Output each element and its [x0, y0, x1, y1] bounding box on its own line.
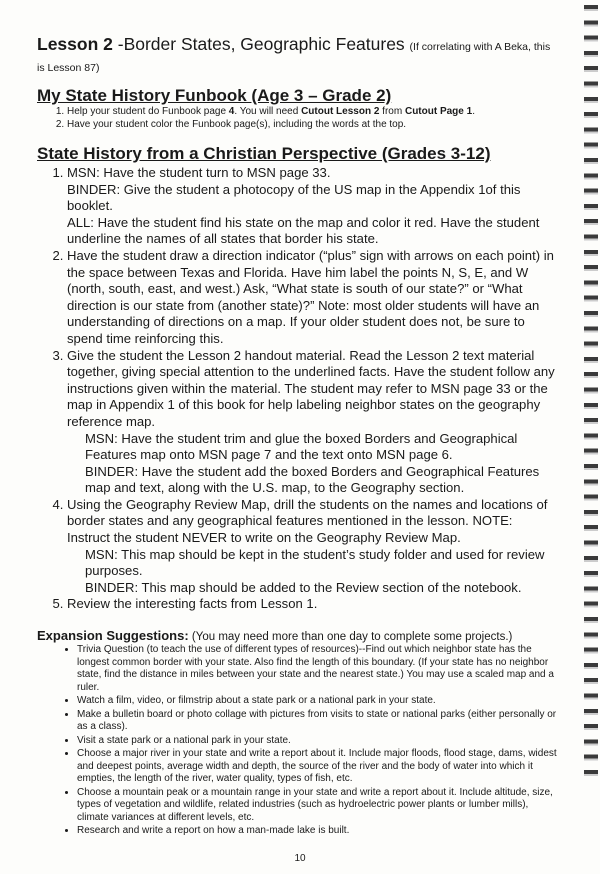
lesson-number: Lesson 2: [37, 34, 113, 54]
christian-heading: State History from a Christian Perspective (Grades 3-12): [37, 144, 491, 163]
list-item: • Watch a film, video, or filmstrip about a state park or a national park in your state.: [77, 695, 557, 708]
lesson-title: [37, 34, 557, 76]
list-item: [67, 348, 557, 497]
funbook-heading: My State History Funbook (Age 3 – Grade 2): [37, 86, 392, 105]
paragraph: BINDER: Have the student add the boxed Borders and Geographical Features map and text, along with the U.S. map, to the Geography section.: [85, 463, 540, 496]
paragraph: MSN: This map should be kept in the student’s study folder and used for review purposes.: [85, 546, 545, 579]
list-item: • Trivia Question (to teach the use of different types of resources)--Find out which neighbor state has the longest common border with your state. Also find the length of this boundary. (If your state has no neighbor state, find the distance in miles between your state and the nearest state.) You may use a scaled map and a ruler.: [77, 644, 557, 694]
paragraph: 2. Have the student draw a direction indicator (“plus” sign with arrows on each point) in the space between Texas and Florida. Have him label the points N, S, E, and W (north, south, east, and west.) Ask, “What state is south of our state?” or “What direction is our state from (another state)?” Note: most older students will have an understanding of directions on a map. If your older student does not, be sure to spend time reinforcing this.: [67, 247, 554, 346]
list-item: • Choose a major river in your state and write a report about it. Include major floods, flood stage, dams, widest and deepest points, average width and depth, the source of the river and the body of water into which it empties, the length of the river, water quality, types of fish, etc.: [77, 748, 557, 786]
list-item: [67, 596, 557, 613]
paragraph: 4. Using the Geography Review Map, drill the students on the names and locations of border states and any geographical features mentioned in the lesson. NOTE: Instruct the student NEVER to write on the Geography Review Map.: [67, 496, 548, 546]
list-item: • Choose a mountain peak or a mountain range in your state and write a report about it. Include altitude, size, types of vegetation and wildlife, related industries (such as hydroelectric power plants or lumber mills), climate variances at different levels, etc.: [77, 787, 557, 825]
abeka-note: (If correlating with A Beka, this is Lesson 87): [37, 41, 551, 74]
list-item: 1. Help your student do Funbook page 4. You will need Cutout Lesson 2 from Cutout Page 1.: [67, 106, 557, 119]
spiral-binding: [584, 0, 598, 782]
list-item: • Make a bulletin board or photo collage with pictures from visits to state or national parks (either personally or as a class).: [77, 709, 557, 734]
paragraph: 1. MSN: Have the student turn to MSN page 33.: [67, 165, 331, 180]
list-item: 2. Have your student color the Funbook page(s), including the words at the top.: [67, 119, 557, 132]
expansion-list: [37, 644, 557, 839]
christian-list: [37, 165, 557, 613]
paragraph: MSN: Have the student trim and glue the boxed Borders and Geographical Features map onto MSN page 7 and the text onto MSN page 6.: [85, 430, 518, 463]
paragraph: BINDER: Give the student a photocopy of the US map in the Appendix 1of this booklet.: [67, 181, 521, 214]
paragraph: BINDER: This map should be added to the Review section of the notebook.: [85, 579, 522, 595]
list-item: [67, 497, 557, 597]
paragraph: ALL: Have the student find his state on the map and color it red. Have the student underline the names of all states that border his state.: [67, 214, 540, 247]
expansion-heading: Expansion Suggestions: (You may need more than one day to complete some projects.): [37, 628, 513, 644]
list-item: [67, 165, 557, 248]
list-item: • Visit a state park or a national park in your state.: [77, 735, 557, 748]
paragraph: 5. Review the interesting facts from Lesson 1.: [67, 596, 318, 612]
list-item: • Research and write a report on how a man-made lake is built.: [77, 825, 557, 838]
paragraph: 3. Give the student the Lesson 2 handout material. Read the Lesson 2 text material together, giving special attention to the underlined facts. Have the student follow any instructions given within the material. The student may refer to MSN page 33 or the map in Appendix 1 of this book for help labeling neighbor states on the geography reference map.: [67, 347, 555, 429]
lesson-topic: -Border States, Geographic Features: [112, 34, 410, 54]
list-item: [67, 248, 557, 348]
document-page: [37, 0, 557, 874]
page-number: 10: [294, 852, 306, 864]
funbook-list: [37, 106, 557, 131]
